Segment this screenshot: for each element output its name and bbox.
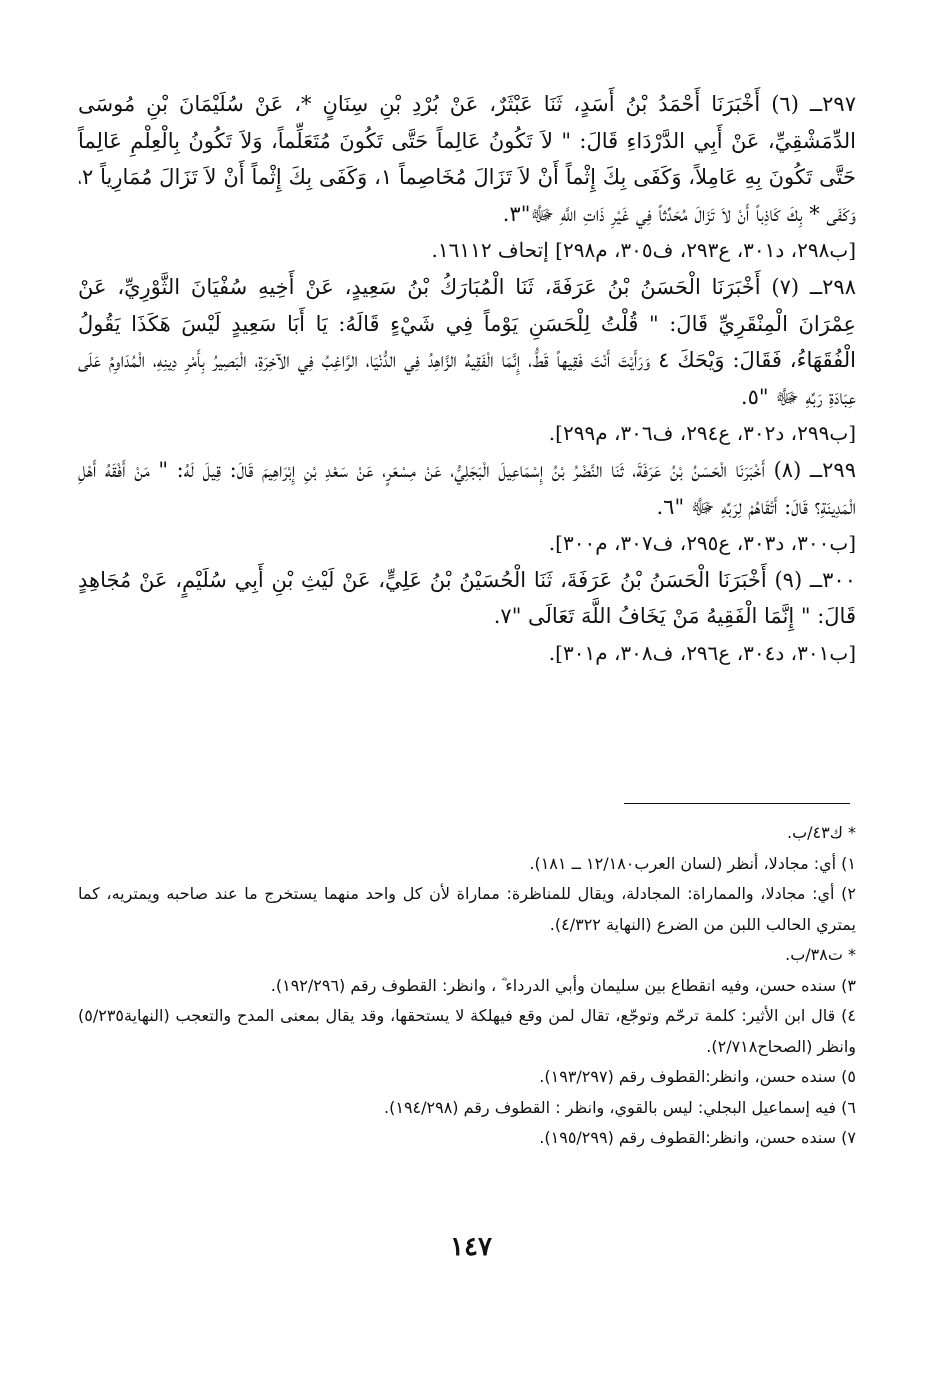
footnote-4: ٤) قال ابن الأثير: كلمة ترحّم وتوجّع، تقال لمن وقع فيهلكة لا يستحقها، وقد يقال بمعنى المدح والتعجب (النهاية٥/٢٣٥) وانظر (الصحاح٢/٧١٨). bbox=[78, 1006, 856, 1056]
footnote-6: ٦) فيه إسماعيل البجلي: ليس بالقوي، وانظر : القطوف رقم (١٩٤/٢٩٨). bbox=[384, 1097, 856, 1117]
footnotes bbox=[78, 818, 856, 1154]
footnote-3: ٣) سنده حسن، وفيه انقطاع بين سليمان وأبي الدرداء ؓ ، وانظر: القطوف رقم (١٩٢/٢٩٦). bbox=[270, 975, 856, 995]
footnote-7: ٧) سنده حسن، وانظر:القطوف رقم (١٩٥/٢٩٩). bbox=[539, 1128, 856, 1147]
footnote-manuscript-t: * ت٣٨/ب. bbox=[785, 945, 856, 964]
footnote-manuscript-k: * ك٤٣/ب. bbox=[786, 823, 856, 842]
reference-300: [ب٣٠١، د٣٠٤، ع٢٩٦، ف٣٠٨، م٣٠١]. bbox=[548, 640, 856, 665]
reference-298: [ب٢٩٩، د٣٠٢، ع٢٩٤، ف٣٠٦، م٢٩٩]. bbox=[548, 421, 856, 446]
reference-299: [ب٣٠٠، د٣٠٣، ع٢٩٥، ف٣٠٧، م٣٠٠]. bbox=[548, 531, 856, 556]
hadith-299: ٢٩٩ــ (٨) أَخْبَرَنَا الْحَسَنُ بْنُ عَرَفَةَ، ثَنَا النَّضْرُ بْنُ إِسْمَاعِيلَ الْبَجَلِيُّ، عَنْ مِسْعَرٍ، عَنْ سَعْدِ بْنِ إِبْرَاهِيمَ قَالَ: قِيلَ لَهُ: " مَنْ أَفْقَهُ أَهْلِ الْمَدِينَةِ؟ قَالَ: أَتْقَاهُمْ لِرَبِّهِ ﷻ "٦. bbox=[78, 457, 856, 519]
hadith-300: ٣٠٠ــ (٩) أَخْبَرَنَا الْحَسَنُ بْنُ عَرَفَةَ، ثَنَا الْحُسَيْنُ بْنُ عَلِيٍّ، عَنْ لَيْثِ بْنِ أَبِي سُلَيْمٍ، عَنْ مُجَاهِدٍ قَالَ: " إِنَّمَا الْفَقِيهُ مَنْ يَخَافُ اللَّهَ تَعَالَى "٧. bbox=[78, 567, 856, 629]
page-number: ١٤٧ bbox=[450, 1232, 492, 1262]
main-text bbox=[78, 86, 856, 672]
footnote-1: ١) أي: مجادلا، أنظر (لسان العرب١٢/١٨٠ ــ ١٨١). bbox=[529, 853, 856, 873]
footnote-5: ٥) سنده حسن، وانظر:القطوف رقم (١٩٣/٢٩٧). bbox=[539, 1067, 856, 1086]
hadith-298: ٢٩٨ــ (٧) أَخْبَرَنَا الْحَسَنُ بْنُ عَرَفَةَ، ثَنَا الْمُبَارَكُ بْنُ سَعِيدٍ، عَنْ أَخِيهِ سُفْيَانَ الثَّوْرِيِّ، عَنْ عِمْرَانَ الْمِنْقَرِيِّ قَالَ: " قُلْتُ لِلْحَسَنِ يَوْماً فِي شَيْءٍ قَالَهُ: يَا أَبَا سَعِيدٍ لَيْسَ هَكَذَا يَقُولُ الْفُقَهَاءُ، فَقَالَ: وَيْحَكَ ٤ وَرَأَيْتَ أَنْتَ فَقِيهاً قَطُّ، إِنَّمَا الْفَقِيهُ الزَّاهِدُ فِي الدُّنْيَا، الرَّاغِبُ فِي الآخِرَةِ، الْبَصِيرُ بِأَمْرِ دِينِهِ، الْمُدَاوِمُ عَلَى عِبَادَةِ رَبِّهِ ﷻ "٥. bbox=[78, 274, 856, 409]
footnote-2: ٢) أي: مجادلا، والمماراة: المجادلة، ويقال للمناظرة: مماراة لأن كل واحد منهما يستخرج ما عند صاحبه ويمتريه، كما يمتري الحالب اللبن من الضرع (النهاية ٤/٣٢٢). bbox=[78, 884, 856, 934]
footnote-divider bbox=[624, 803, 850, 804]
reference-297: [ب٢٩٨، د٣٠١، ع٢٩٣، ف٣٠٥، م٢٩٨] إتحاف ١٦١١٢. bbox=[431, 238, 856, 263]
hadith-297: ٢٩٧ــ (٦) أَخْبَرَنَا أَحْمَدُ بْنُ أَسَدٍ، ثَنَا عَبْثَرٌ، عَنْ بُرْدِ بْنِ سِنَانٍ *، عَنْ سُلَيْمَانَ بْنِ مُوسَى الدِّمَشْقِيِّ، عَنْ أَبِي الدَّرْدَاءِ قَالَ: " لاَ تَكُونُ عَالِماً حَتَّى تَكُونَ مُتَعَلِّماً، وَلاَ تَكُونُ بِالْعِلْمِ عَالِماً حَتَّى تَكُونَ بِهِ عَامِلاً، وَكَفَى بِكَ إِثْماً أَنْ لاَ تَزَالَ مُخَاصِماً ١، وَكَفَى بِكَ إِثْماً أَنْ لاَ تَزَالَ مُمَارِياً ٢، وَكَفَى * بِكَ كَاذِباً أَنْ لاَ تَزَالَ مُحَدِّثاً فِي غَيْرِ ذَاتِ اللَّهِ ﷻ"٣. bbox=[78, 92, 856, 226]
